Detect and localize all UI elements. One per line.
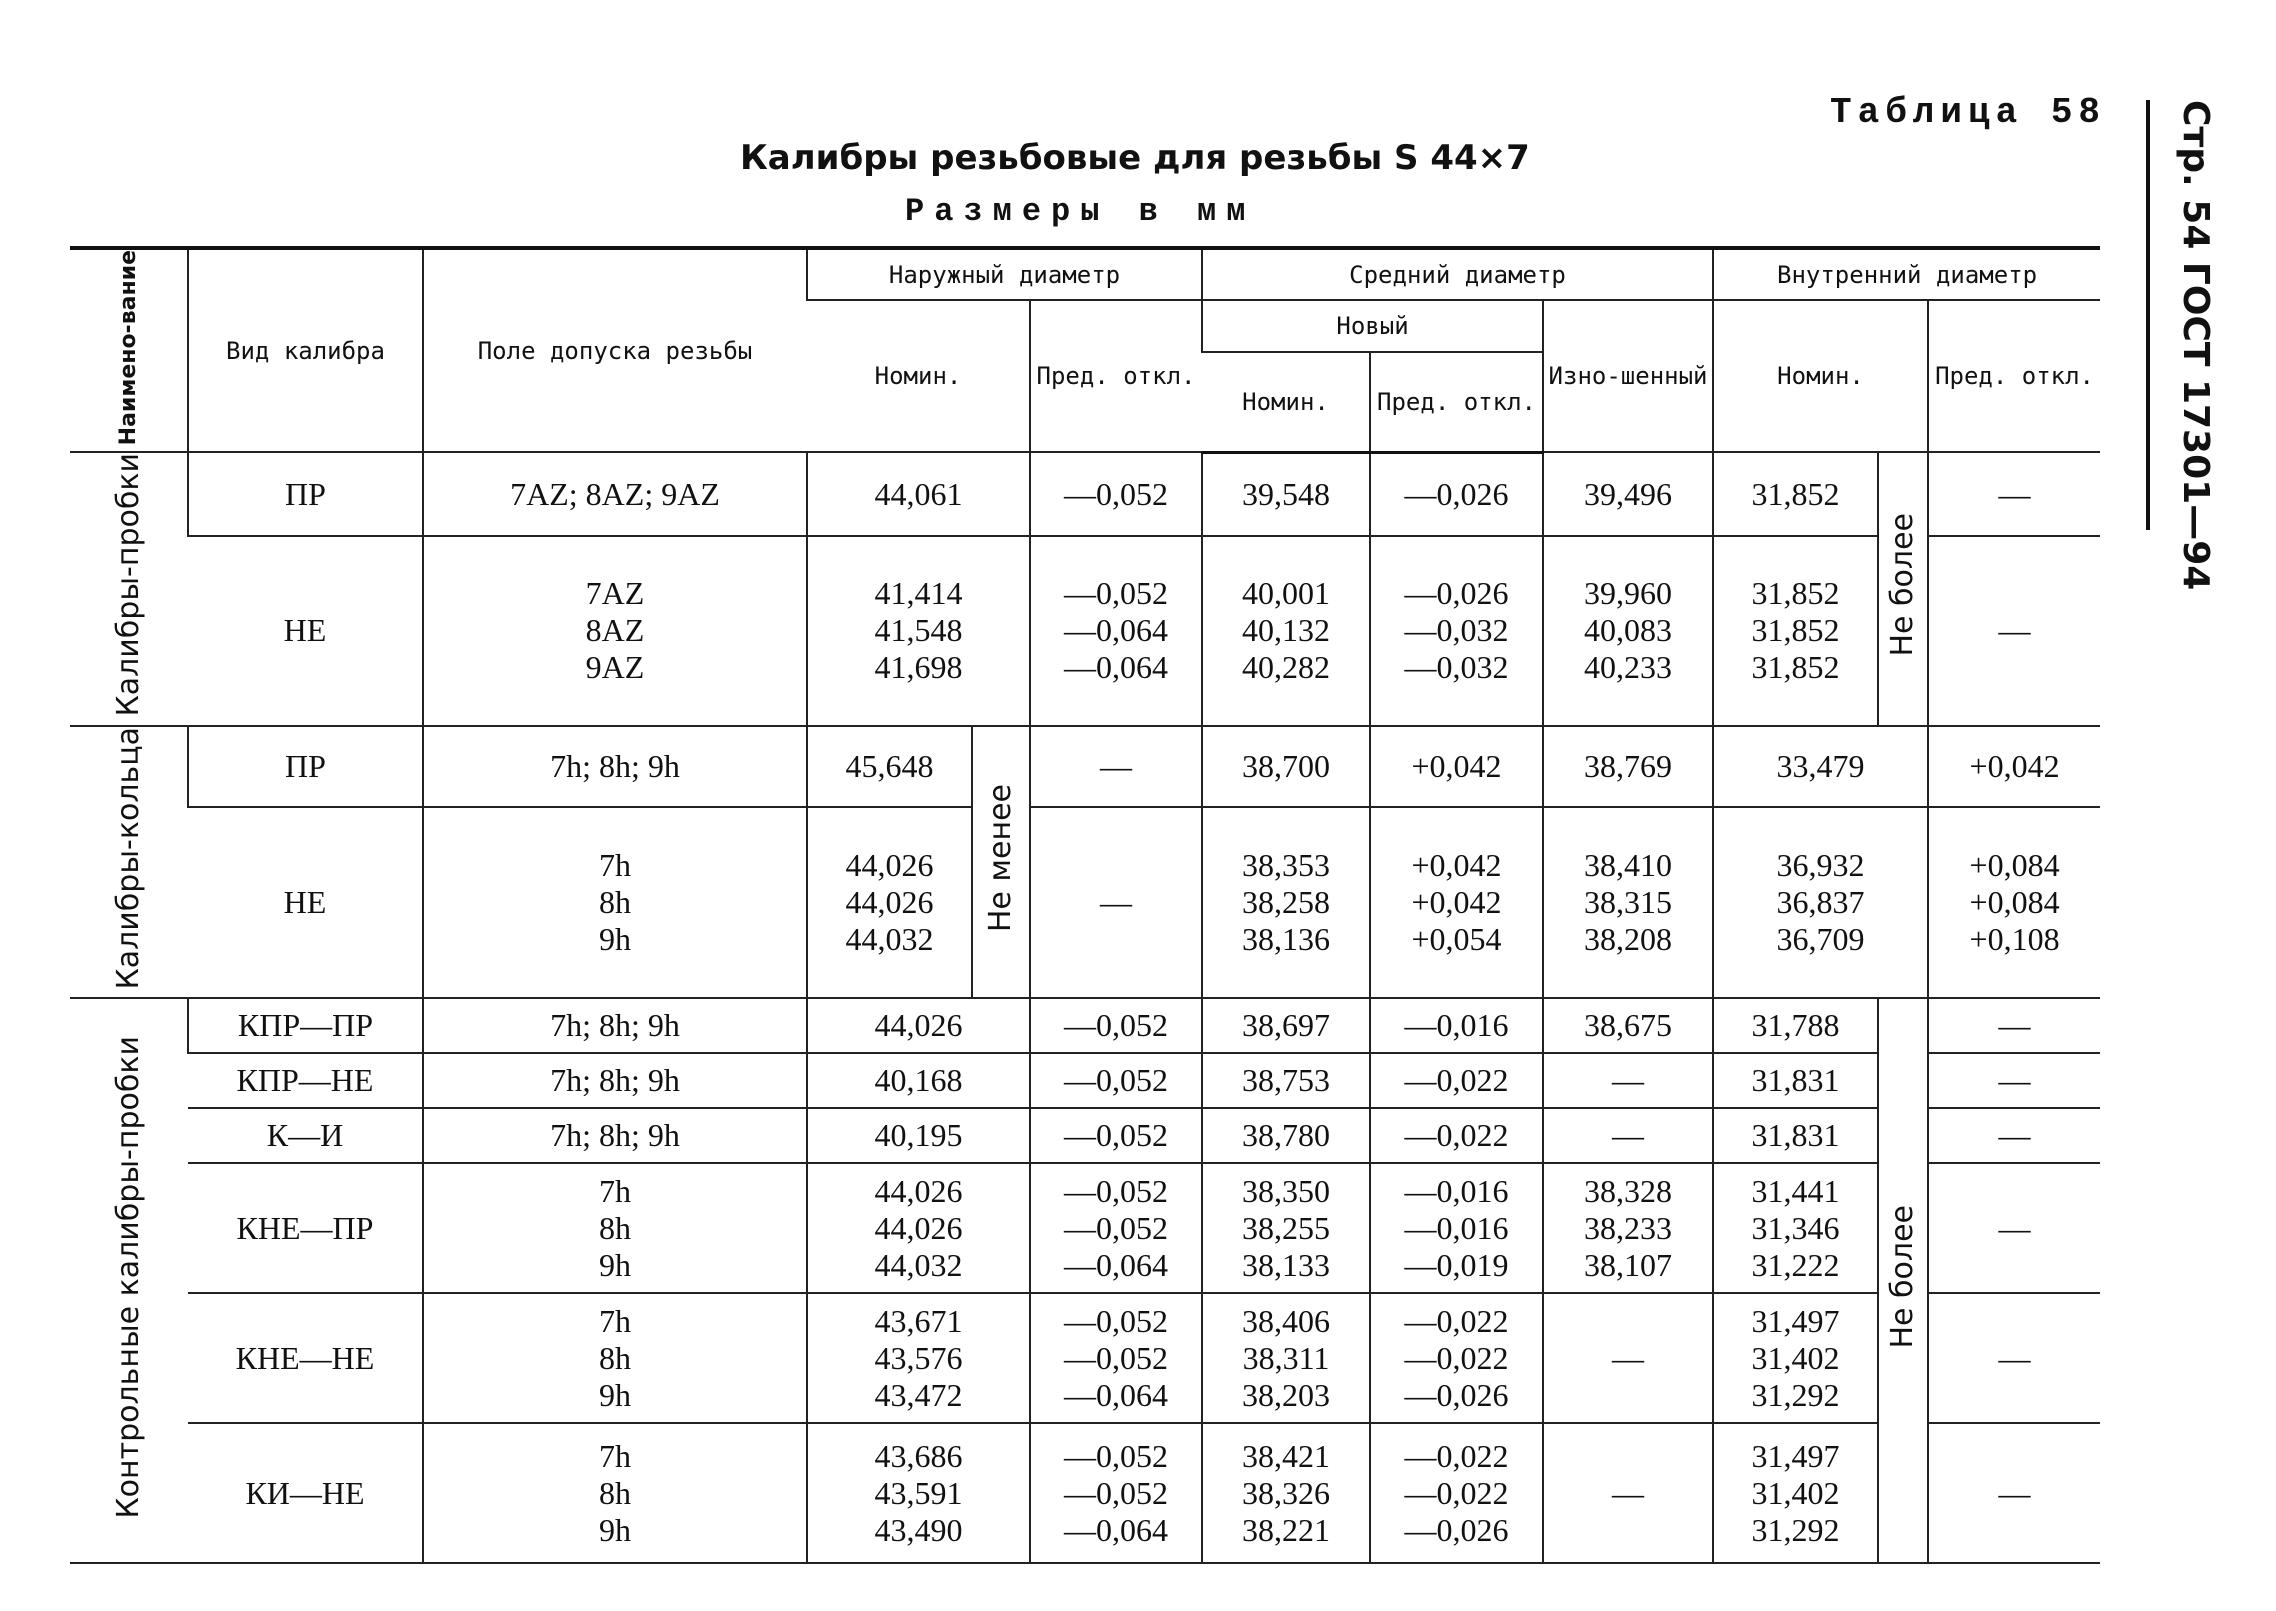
cell-in-dev: — — [1928, 1293, 2100, 1423]
table-row — [70, 998, 2100, 1053]
cell-mid-dev: +0,042 — [1370, 726, 1543, 807]
cell-mid-dev: —0,026 —0,032 —0,032 — [1370, 536, 1543, 726]
cell-worn: 38,675 — [1543, 998, 1713, 1053]
margin-reference: Стр. 54 ГОСТ 17301—94 — [2175, 100, 2216, 591]
table-title: Калибры резьбовые для резьбы S 44×7 — [740, 138, 1530, 178]
cell-out-dev: — — [1030, 807, 1202, 998]
note-not-more: Не более — [1878, 452, 1928, 726]
cell-out-dev: —0,052 —0,052 —0,064 — [1030, 1293, 1202, 1423]
cell-type: НЕ — [188, 807, 423, 998]
cell-in-nom: 31,788 — [1713, 998, 1878, 1053]
cell-out-dev: —0,052 — [1030, 998, 1202, 1053]
cell-out-dev: —0,052 —0,052 —0,064 — [1030, 1423, 1202, 1563]
cell-type: КНЕ—ПР — [188, 1163, 423, 1293]
cell-out-dev: —0,052 —0,052 —0,064 — [1030, 1163, 1202, 1293]
cell-type: КПР—ПР — [188, 998, 423, 1053]
cell-in-dev: — — [1928, 1423, 2100, 1563]
col-header-inner-dev: Пред. откл. — [1928, 300, 2100, 452]
group-label-ring: Калибры-кольца — [70, 726, 188, 999]
cell-in-nom: 31,852 31,852 31,852 — [1713, 536, 1878, 726]
cell-type: КПР—НЕ — [188, 1053, 423, 1108]
table-row — [70, 1053, 2100, 1108]
cell-type: КНЕ—НЕ — [188, 1293, 423, 1423]
col-header-gauge-type: Вид калибра — [188, 248, 423, 452]
cell-out-dev: — — [1030, 726, 1202, 807]
cell-in-dev: — — [1928, 1163, 2100, 1293]
cell-mid-nom: 38,406 38,311 38,203 — [1202, 1293, 1370, 1423]
group-label-plug: Калибры-пробки — [70, 452, 188, 726]
cell-in-dev: — — [1928, 536, 2100, 726]
cell-in-nom: 31,831 — [1713, 1108, 1878, 1163]
cell-tol: 7h 8h 9h — [423, 1163, 807, 1293]
cell-worn: — — [1543, 1293, 1713, 1423]
cell-type: К—И — [188, 1108, 423, 1163]
table-row — [70, 536, 2100, 726]
cell-worn: — — [1543, 1108, 1713, 1163]
cell-out-nom: 44,026 44,026 44,032 — [807, 1163, 1030, 1293]
note-not-less: Не менее — [972, 726, 1030, 999]
cell-worn: — — [1543, 1053, 1713, 1108]
cell-in-dev: +0,084 +0,084 +0,108 — [1928, 807, 2100, 998]
cell-mid-dev: —0,026 — [1370, 452, 1543, 535]
units-caption: Размеры в мм — [905, 193, 1256, 230]
cell-mid-nom: 39,548 — [1202, 452, 1370, 535]
cell-worn: 39,960 40,083 40,233 — [1543, 536, 1713, 726]
table-row — [70, 452, 2100, 535]
cell-mid-nom: 38,350 38,255 38,133 — [1202, 1163, 1370, 1293]
cell-out-nom: 44,061 — [807, 452, 1030, 535]
cell-type: ПР — [188, 726, 423, 807]
col-header-outer-dev: Пред. откл. — [1030, 300, 1202, 452]
cell-worn: — — [1543, 1423, 1713, 1563]
cell-in-nom: 31,852 — [1713, 452, 1878, 535]
col-header-outer: Наружный диаметр — [807, 248, 1202, 300]
cell-out-nom: 40,168 — [807, 1053, 1030, 1108]
table-row — [70, 1108, 2100, 1163]
cell-out-nom: 43,671 43,576 43,472 — [807, 1293, 1030, 1423]
cell-tol: 7AZ 8AZ 9AZ — [423, 536, 807, 726]
cell-in-dev: — — [1928, 452, 2100, 535]
table-row — [70, 1293, 2100, 1423]
cell-out-nom: 43,686 43,591 43,490 — [807, 1423, 1030, 1563]
cell-mid-nom: 38,780 — [1202, 1108, 1370, 1163]
cell-out-dev: —0,052 — [1030, 1108, 1202, 1163]
cell-mid-nom: 38,753 — [1202, 1053, 1370, 1108]
cell-in-nom: 31,497 31,402 31,292 — [1713, 1423, 1878, 1563]
cell-tol: 7h; 8h; 9h — [423, 998, 807, 1053]
cell-in-dev: — — [1928, 998, 2100, 1053]
cell-worn: 38,328 38,233 38,107 — [1543, 1163, 1713, 1293]
table-row — [70, 1423, 2100, 1563]
cell-in-dev: — — [1928, 1053, 2100, 1108]
cell-out-nom: 45,648 — [807, 726, 972, 807]
cell-mid-dev: —0,022 — [1370, 1108, 1543, 1163]
cell-type: КИ—НЕ — [188, 1423, 423, 1563]
cell-mid-nom: 38,700 — [1202, 726, 1370, 807]
cell-in-nom: 36,932 36,837 36,709 — [1713, 807, 1928, 998]
cell-worn: 38,410 38,315 38,208 — [1543, 807, 1713, 998]
cell-in-nom: 33,479 — [1713, 726, 1928, 807]
col-header-mid-dev: Пред. откл. — [1370, 352, 1543, 452]
table-number: Таблица 58 — [1830, 92, 2107, 133]
cell-type: НЕ — [188, 536, 423, 726]
col-header-worn: Изно-шенный — [1543, 300, 1713, 452]
group-label-control: Контрольные калибры-пробки — [70, 998, 188, 1563]
cell-mid-dev: +0,042 +0,042 +0,054 — [1370, 807, 1543, 998]
table-row — [70, 726, 2100, 807]
cell-in-nom: 31,831 — [1713, 1053, 1878, 1108]
cell-tol: 7h; 8h; 9h — [423, 1108, 807, 1163]
cell-mid-dev: —0,016 — [1370, 998, 1543, 1053]
cell-out-dev: —0,052 —0,064 —0,064 — [1030, 536, 1202, 726]
cell-tol: 7h; 8h; 9h — [423, 1053, 807, 1108]
col-header-mid-nom: Номин. — [1202, 352, 1370, 452]
cell-out-nom: 44,026 44,026 44,032 — [807, 807, 972, 998]
cell-out-nom: 44,026 — [807, 998, 1030, 1053]
cell-mid-dev: —0,022 — [1370, 1053, 1543, 1108]
cell-out-nom: 40,195 — [807, 1108, 1030, 1163]
cell-in-nom: 31,441 31,346 31,222 — [1713, 1163, 1878, 1293]
col-header-outer-nom: Номин. — [807, 300, 1030, 452]
table-row — [70, 1163, 2100, 1293]
col-header-name: Наимено-вание — [70, 248, 188, 452]
cell-out-dev: —0,052 — [1030, 452, 1202, 535]
col-header-inner: Внутренний диаметр — [1713, 248, 2100, 300]
cell-mid-nom: 40,001 40,132 40,282 — [1202, 536, 1370, 726]
cell-in-nom: 31,497 31,402 31,292 — [1713, 1293, 1878, 1423]
col-header-mid-new: Новый — [1202, 300, 1543, 352]
cell-tol: 7AZ; 8AZ; 9AZ — [423, 452, 807, 535]
cell-worn: 39,496 — [1543, 452, 1713, 535]
gauge-table — [70, 246, 2100, 1564]
cell-in-dev: +0,042 — [1928, 726, 2100, 807]
cell-mid-nom: 38,421 38,326 38,221 — [1202, 1423, 1370, 1563]
cell-out-dev: —0,052 — [1030, 1053, 1202, 1108]
col-header-tolerance: Поле допуска резьбы — [423, 248, 807, 452]
cell-mid-dev: —0,022 —0,022 —0,026 — [1370, 1423, 1543, 1563]
cell-mid-dev: —0,016 —0,016 —0,019 — [1370, 1163, 1543, 1293]
table-row — [70, 807, 2100, 998]
cell-mid-nom: 38,697 — [1202, 998, 1370, 1053]
cell-tol: 7h 8h 9h — [423, 1293, 807, 1423]
cell-tol: 7h 8h 9h — [423, 807, 807, 998]
cell-worn: 38,769 — [1543, 726, 1713, 807]
col-header-mid: Средний диаметр — [1202, 248, 1713, 300]
cell-tol: 7h 8h 9h — [423, 1423, 807, 1563]
cell-out-nom: 41,414 41,548 41,698 — [807, 536, 1030, 726]
cell-in-dev: — — [1928, 1108, 2100, 1163]
cell-mid-nom: 38,353 38,258 38,136 — [1202, 807, 1370, 998]
cell-tol: 7h; 8h; 9h — [423, 726, 807, 807]
cell-mid-dev: —0,022 —0,022 —0,026 — [1370, 1293, 1543, 1423]
col-header-inner-nom: Номин. — [1713, 300, 1928, 452]
cell-type: ПР — [188, 452, 423, 535]
note-not-more: Не более — [1878, 998, 1928, 1563]
